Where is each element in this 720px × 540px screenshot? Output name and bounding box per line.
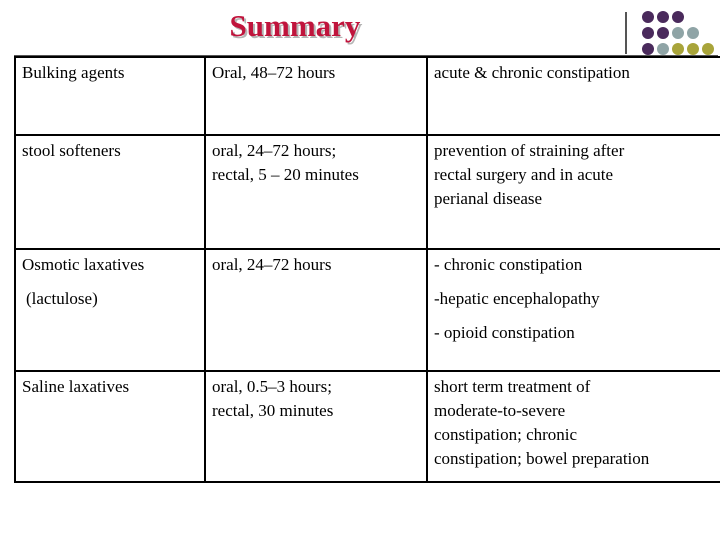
agent-cell bbox=[15, 371, 205, 482]
use-text: - chronic constipation bbox=[434, 255, 583, 274]
use-text: acute & chronic constipation bbox=[434, 63, 630, 82]
use-text: -hepatic encephalopathy bbox=[434, 289, 600, 308]
table-row bbox=[15, 135, 720, 249]
title-divider-vertical bbox=[625, 12, 627, 54]
route-text: oral, 0.5–3 hours; bbox=[212, 377, 332, 396]
route-text: oral, 24–72 hours bbox=[212, 255, 332, 274]
agent-text: Saline laxatives bbox=[22, 377, 130, 396]
use-text: short term treatment of bbox=[434, 377, 591, 396]
route-cell bbox=[205, 371, 427, 482]
use-text: - opioid constipation bbox=[434, 323, 575, 342]
agent-cell bbox=[15, 249, 205, 371]
agent-text: Osmotic laxatives bbox=[22, 255, 145, 274]
agent-cell bbox=[15, 135, 205, 249]
table-row bbox=[15, 57, 720, 135]
use-text: constipation; bowel preparation bbox=[434, 449, 650, 468]
table-row bbox=[15, 371, 720, 482]
use-cell bbox=[427, 135, 720, 249]
route-text: rectal, 30 minutes bbox=[212, 401, 334, 420]
route-cell bbox=[205, 57, 427, 135]
agent-text: stool softeners bbox=[22, 141, 121, 160]
agent-text: (lactulose) bbox=[26, 289, 98, 308]
use-text: rectal surgery and in acute bbox=[434, 165, 614, 184]
agent-text: Bulking agents bbox=[22, 63, 125, 82]
summary-table bbox=[14, 56, 720, 483]
slide-title: Summary bbox=[229, 8, 361, 43]
agent-cell bbox=[15, 57, 205, 135]
route-text: oral, 24–72 hours; bbox=[212, 141, 337, 160]
use-text: moderate-to-severe bbox=[434, 401, 566, 420]
use-cell bbox=[427, 249, 720, 371]
use-cell bbox=[427, 371, 720, 482]
route-cell bbox=[205, 249, 427, 371]
table-row bbox=[15, 249, 720, 371]
route-cell bbox=[205, 135, 427, 249]
route-text: Oral, 48–72 hours bbox=[212, 63, 336, 82]
use-text: perianal disease bbox=[434, 189, 543, 208]
route-text: rectal, 5 – 20 minutes bbox=[212, 165, 359, 184]
use-cell bbox=[427, 57, 720, 135]
use-text: prevention of straining after bbox=[434, 141, 625, 160]
use-text: constipation; chronic bbox=[434, 425, 578, 444]
